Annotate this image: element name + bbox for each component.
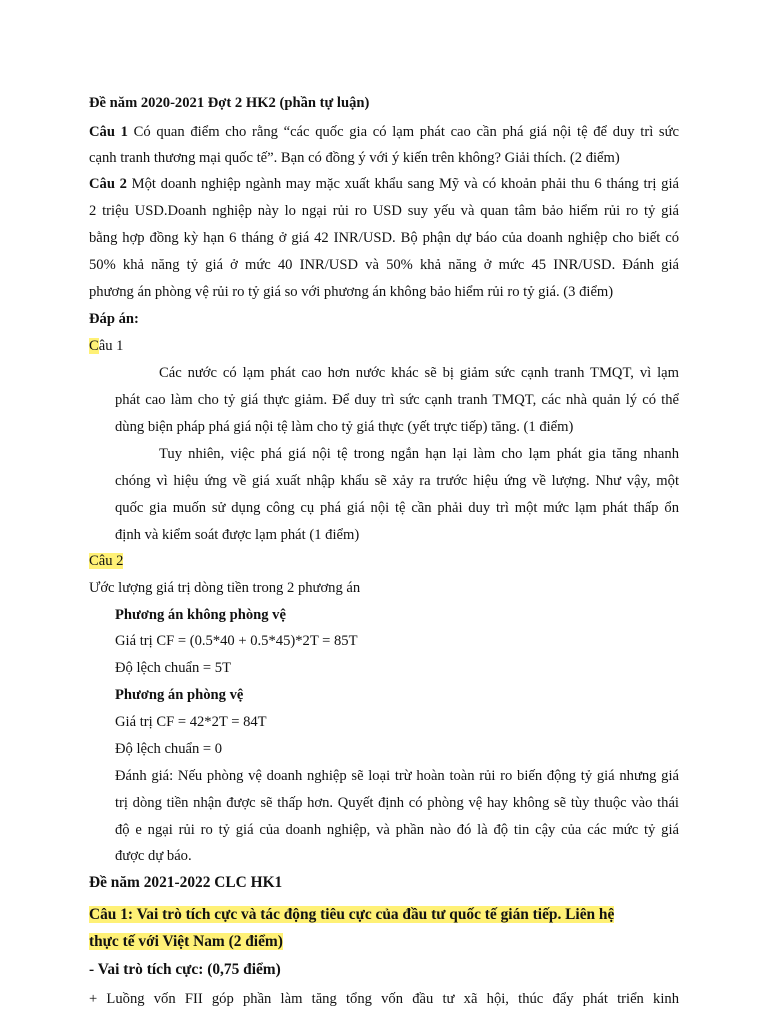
option-hedge-title: Phương án phòng vệ	[115, 687, 244, 703]
section-heading-2021-2022: Đề năm 2021-2022 CLC HK1	[89, 874, 283, 891]
evaluation-line-2: trị dòng tiền nhận được sẽ thấp hơn. Quyết định có phòng vệ hay không sẽ tùy thuộc vào thái	[115, 795, 679, 811]
answer-1-para-1-line-2: phát cao làm cho tỷ giá thực giảm. Để duy trì sức cạnh tranh TMQT, các nhà quản lý có thể	[115, 392, 679, 408]
option-hedge-cf: Giá trị CF = 42*2T = 84T	[115, 714, 267, 730]
evaluation-line-4: được dự báo.	[115, 848, 192, 864]
question-3-line-1: Câu 1: Vai trò tích cực và tác động tiêu cực của đầu tư quốc tế gián tiếp. Liên hệ	[89, 906, 615, 923]
highlight-mark: C	[89, 338, 99, 354]
answer-1-para-1-line-3: dùng biện pháp phá giá nội tệ làm cho tỷ giá thực (yết trực tiếp) tăng. (1 điểm)	[115, 419, 574, 435]
question-1-line-2: cạnh tranh thương mại quốc tế”. Bạn có đồng ý với ý kiến trên không? Giải thích. (2 điểm)	[89, 150, 620, 166]
question-2-line-1: Câu 2 Một doanh nghiệp ngành may mặc xuất khẩu sang Mỹ và có khoản phải thu 6 tháng trị giá	[89, 176, 679, 192]
question-2-line-5: phương án phòng vệ rủi ro tỷ giá so với phương án không bảo hiểm rủi ro tỷ giá. (3 điểm)	[89, 284, 614, 300]
answer-1-para-2-line-4: định và kiểm soát được lạm phát (1 điểm)	[115, 527, 360, 543]
evaluation-line-3: độ e ngại rủi ro tỷ giá của doanh nghiệp, và phần nào đó là độ tin cậy của các mức tỷ giá	[115, 822, 679, 838]
question-2-line-4: 50% khả năng tỷ giá ở mức 40 INR/USD và 50% khả năng ở mức 45 INR/USD. Đánh giá	[89, 257, 679, 273]
question-2-line-3: bằng hợp đồng kỳ hạn 6 tháng ở giá 42 INR/USD. Bộ phận dự báo của doanh nghiệp cho biết có	[89, 230, 679, 246]
option-no-hedge-sd: Độ lệch chuẩn = 5T	[115, 660, 232, 676]
answer-1-para-1-line-1: Các nước có lạm phát cao hơn nước khác sẽ bị giảm sức cạnh tranh TMQT, vì lạm	[159, 365, 679, 381]
answer-heading: Đáp án:	[89, 311, 139, 327]
option-hedge-sd: Độ lệch chuẩn = 0	[115, 741, 223, 757]
option-no-hedge-title: Phương án không phòng vệ	[115, 607, 286, 623]
answer-1-para-2-line-2: chóng vì hiệu ứng về giá xuất nhập khẩu sẽ xảy ra trước hiệu ứng về lượng. Như vậy, một	[115, 473, 679, 489]
question-1-label: Câu 1	[89, 124, 128, 140]
evaluation-line-1: Đánh giá: Nếu phòng vệ doanh nghiệp sẽ loại trừ hoàn toàn rủi ro biến động tỷ giá nhưng giá	[115, 768, 679, 784]
question-2-label: Câu 2	[89, 176, 127, 192]
answer-1-para-2-line-1: Tuy nhiên, việc phá giá nội tệ trong ngắn hạn lại làm cho lạm phát gia tăng nhanh	[159, 446, 679, 462]
answer-2-intro: Ước lượng giá trị dòng tiền trong 2 phương án	[89, 580, 361, 596]
section-heading-2020-2021: Đề năm 2020-2021 Đợt 2 HK2 (phần tự luận)	[89, 95, 370, 111]
answer-1-label: Câu 1	[89, 338, 124, 354]
question-3-line-2: thực tế với Việt Nam (2 điểm)	[89, 933, 283, 950]
answer-1-para-2-line-3: quốc gia muốn sử dụng công cụ phá giá nội tệ cần phải duy trì một mức lạm phát thấp ổn	[115, 500, 679, 516]
question-1-line-1: Câu 1 Có quan điểm cho rằng “các quốc gia có lạm phát cao cần phá giá nội tệ để duy trì sức	[89, 124, 679, 140]
positive-role-heading: - Vai trò tích cực: (0,75 điểm)	[89, 961, 281, 978]
option-no-hedge-cf: Giá trị CF = (0.5*40 + 0.5*45)*2T = 85T	[115, 633, 358, 649]
positive-role-line-1: + Luồng vốn FII góp phần làm tăng tổng vốn đầu tư xã hội, thúc đẩy phát triển kinh	[89, 991, 679, 1007]
question-2-line-2: 2 triệu USD.Doanh nghiệp này lo ngại rủi ro USD suy yếu và quan tâm bảo hiểm rủi ro tỷ giá	[89, 203, 679, 219]
answer-2-label: Câu 2	[89, 553, 124, 569]
